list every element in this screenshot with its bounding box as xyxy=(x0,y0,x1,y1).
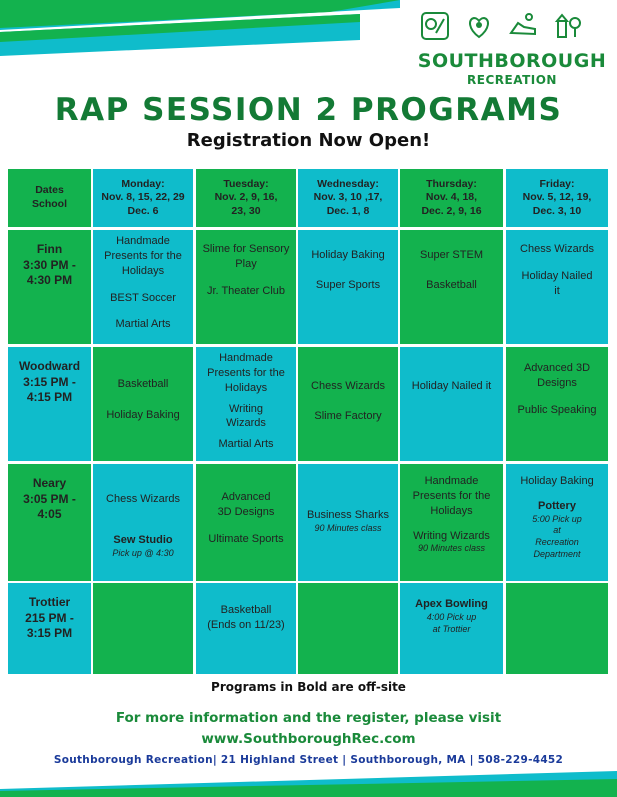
program: Chess Wizards xyxy=(311,380,385,392)
page-title: RAP SESSION 2 PROGRAMS xyxy=(54,92,563,128)
day-dates: Nov. 2, 9, 16, xyxy=(214,191,278,204)
day-dates: Dec. 2, 9, 16 xyxy=(421,204,482,217)
day-dates: 23, 30 xyxy=(231,204,261,217)
program-note: Pick up @ 4:30 xyxy=(112,547,174,558)
program: Public Speaking xyxy=(517,403,597,416)
program: Business Sharks xyxy=(307,509,389,521)
program: Handmade Presents for the Holidays xyxy=(207,352,285,394)
day-name: Thursday: xyxy=(426,177,477,190)
school-name: Woodward xyxy=(18,359,81,373)
school-trottier xyxy=(8,583,91,674)
day-dates: Nov. 5, 12, 19, xyxy=(522,191,592,204)
offsite-note: Programs in Bold are off-site xyxy=(211,680,406,694)
program-note: 90 Minutes class xyxy=(417,543,486,554)
trottier-tuesday xyxy=(196,583,296,674)
program: Basketball xyxy=(426,278,477,291)
school-time: 4:15 PM xyxy=(26,390,73,405)
program-note: at Trottier xyxy=(432,623,471,634)
sneaker-icon xyxy=(508,11,538,41)
program: Super STEM xyxy=(420,249,483,261)
school-time: 3:30 PM - xyxy=(23,257,76,272)
program: Handmade Presents for the Holidays xyxy=(104,235,182,277)
logo-subtitle: RECREATION xyxy=(467,73,557,87)
school-name: Trottier xyxy=(28,595,71,609)
top-band-graphic xyxy=(0,0,420,60)
header-monday xyxy=(93,169,193,227)
people-heart-icon xyxy=(464,11,494,41)
school-woodward xyxy=(8,347,91,461)
program: Chess Wizards xyxy=(520,243,594,255)
program: Holiday Nailed it xyxy=(411,380,492,392)
program-offsite: Pottery xyxy=(538,499,576,512)
program: Slime for Sensory Play xyxy=(202,243,290,270)
day-dates: Dec. 1, 8 xyxy=(326,204,370,217)
logo-name: SOUTHBOROUGH xyxy=(417,50,607,72)
program-note: Department xyxy=(533,548,581,559)
day-dates: Dec. 3, 10 xyxy=(532,204,582,217)
program: Basketball xyxy=(117,378,169,390)
header-school-label: School xyxy=(31,198,67,210)
header-wednesday xyxy=(298,169,398,227)
finn-monday xyxy=(93,230,193,344)
program: Chess Wizards xyxy=(106,493,180,505)
neary-thursday xyxy=(400,464,503,581)
playground-icon xyxy=(552,11,582,41)
finn-wednesday xyxy=(298,230,398,344)
finn-friday xyxy=(506,230,608,344)
header-thursday xyxy=(400,169,503,227)
neary-friday xyxy=(506,464,608,581)
day-dates: Nov. 3, 10 ,17, xyxy=(313,191,383,204)
neary-wednesday xyxy=(298,464,398,581)
day-name: Wednesday: xyxy=(317,177,379,190)
woodward-monday xyxy=(93,347,193,461)
schedule-table xyxy=(8,169,608,674)
school-finn xyxy=(8,230,91,344)
trottier-wednesday xyxy=(298,583,398,674)
trottier-thursday xyxy=(400,583,503,674)
day-dates: Nov. 8, 15, 22, 29 xyxy=(101,191,185,204)
program: Basketball xyxy=(220,604,272,616)
website-link[interactable]: www.SouthboroughRec.com xyxy=(201,731,416,747)
program: Super Sports xyxy=(315,278,381,291)
woodward-thursday xyxy=(400,347,503,461)
southborough-logo xyxy=(412,8,612,87)
program: Holiday Baking xyxy=(311,249,385,261)
trottier-monday xyxy=(93,583,193,674)
day-dates: Dec. 6 xyxy=(127,204,159,217)
header-dates-label: Dates xyxy=(35,184,64,197)
program-note: 90 Minutes class xyxy=(314,522,382,533)
school-time: 3:15 PM xyxy=(26,626,73,641)
school-name: Finn xyxy=(36,242,63,256)
bottom-band-graphic xyxy=(0,771,617,797)
header-tuesday xyxy=(196,169,296,227)
header-friday xyxy=(506,169,608,227)
school-time: 215 PM - xyxy=(25,610,74,625)
school-name: Neary xyxy=(32,476,67,490)
program: Ultimate Sports xyxy=(208,532,284,545)
info-block xyxy=(0,708,617,750)
school-time: 3:15 PM - xyxy=(23,374,76,389)
woodward-tuesday xyxy=(196,347,296,461)
woodward-wednesday xyxy=(298,347,398,461)
program: Martial Arts xyxy=(218,438,274,451)
program-note: 4:00 Pick up xyxy=(426,611,477,622)
program-offsite: Sew Studio xyxy=(113,533,173,546)
day-dates: Nov. 4, 18, xyxy=(425,191,478,204)
info-text: For more information and the register, please visit xyxy=(115,710,502,726)
neary-tuesday xyxy=(196,464,296,581)
program: Jr. Theater Club xyxy=(206,284,286,297)
neary-monday xyxy=(93,464,193,581)
program-note: at xyxy=(553,525,561,536)
program-note: (Ends on 11/23) xyxy=(207,618,285,631)
school-neary xyxy=(8,464,91,581)
trottier-friday xyxy=(506,583,608,674)
finn-thursday xyxy=(400,230,503,344)
program-note: 5:00 Pick up xyxy=(532,513,582,524)
woodward-friday xyxy=(506,347,608,461)
program: Advanced 3D Designs xyxy=(217,491,275,518)
program: Writing Wizards xyxy=(226,402,266,430)
program: Writing Wizards xyxy=(413,529,490,542)
header-corner xyxy=(8,169,91,227)
palette-icon xyxy=(420,11,450,41)
program: Slime Factory xyxy=(314,409,382,422)
page-subtitle: Registration Now Open! xyxy=(186,130,431,151)
program: Handmade Presents for the Holidays xyxy=(412,475,491,517)
school-time: 4:05 xyxy=(37,507,62,522)
program: Martial Arts xyxy=(115,318,171,331)
contact-address: Southborough Recreation| 21 Highland Street | Southborough, MA | 508-229-4452 xyxy=(53,754,564,766)
day-name: Tuesday: xyxy=(223,177,269,190)
day-name: Friday: xyxy=(539,177,575,190)
program: Holiday Baking xyxy=(106,408,180,421)
day-name: Monday: xyxy=(121,177,165,190)
program-offsite: Apex Bowling xyxy=(415,598,488,610)
program: Advanced 3D Designs xyxy=(523,362,591,389)
finn-tuesday xyxy=(196,230,296,344)
program-note: Recreation xyxy=(535,537,579,548)
school-time: 4:30 PM xyxy=(26,273,73,288)
program: Holiday Baking xyxy=(520,475,594,487)
school-time: 3:05 PM - xyxy=(23,491,76,506)
program: Holiday Nailed it xyxy=(521,269,593,297)
program: BEST Soccer xyxy=(110,291,176,304)
